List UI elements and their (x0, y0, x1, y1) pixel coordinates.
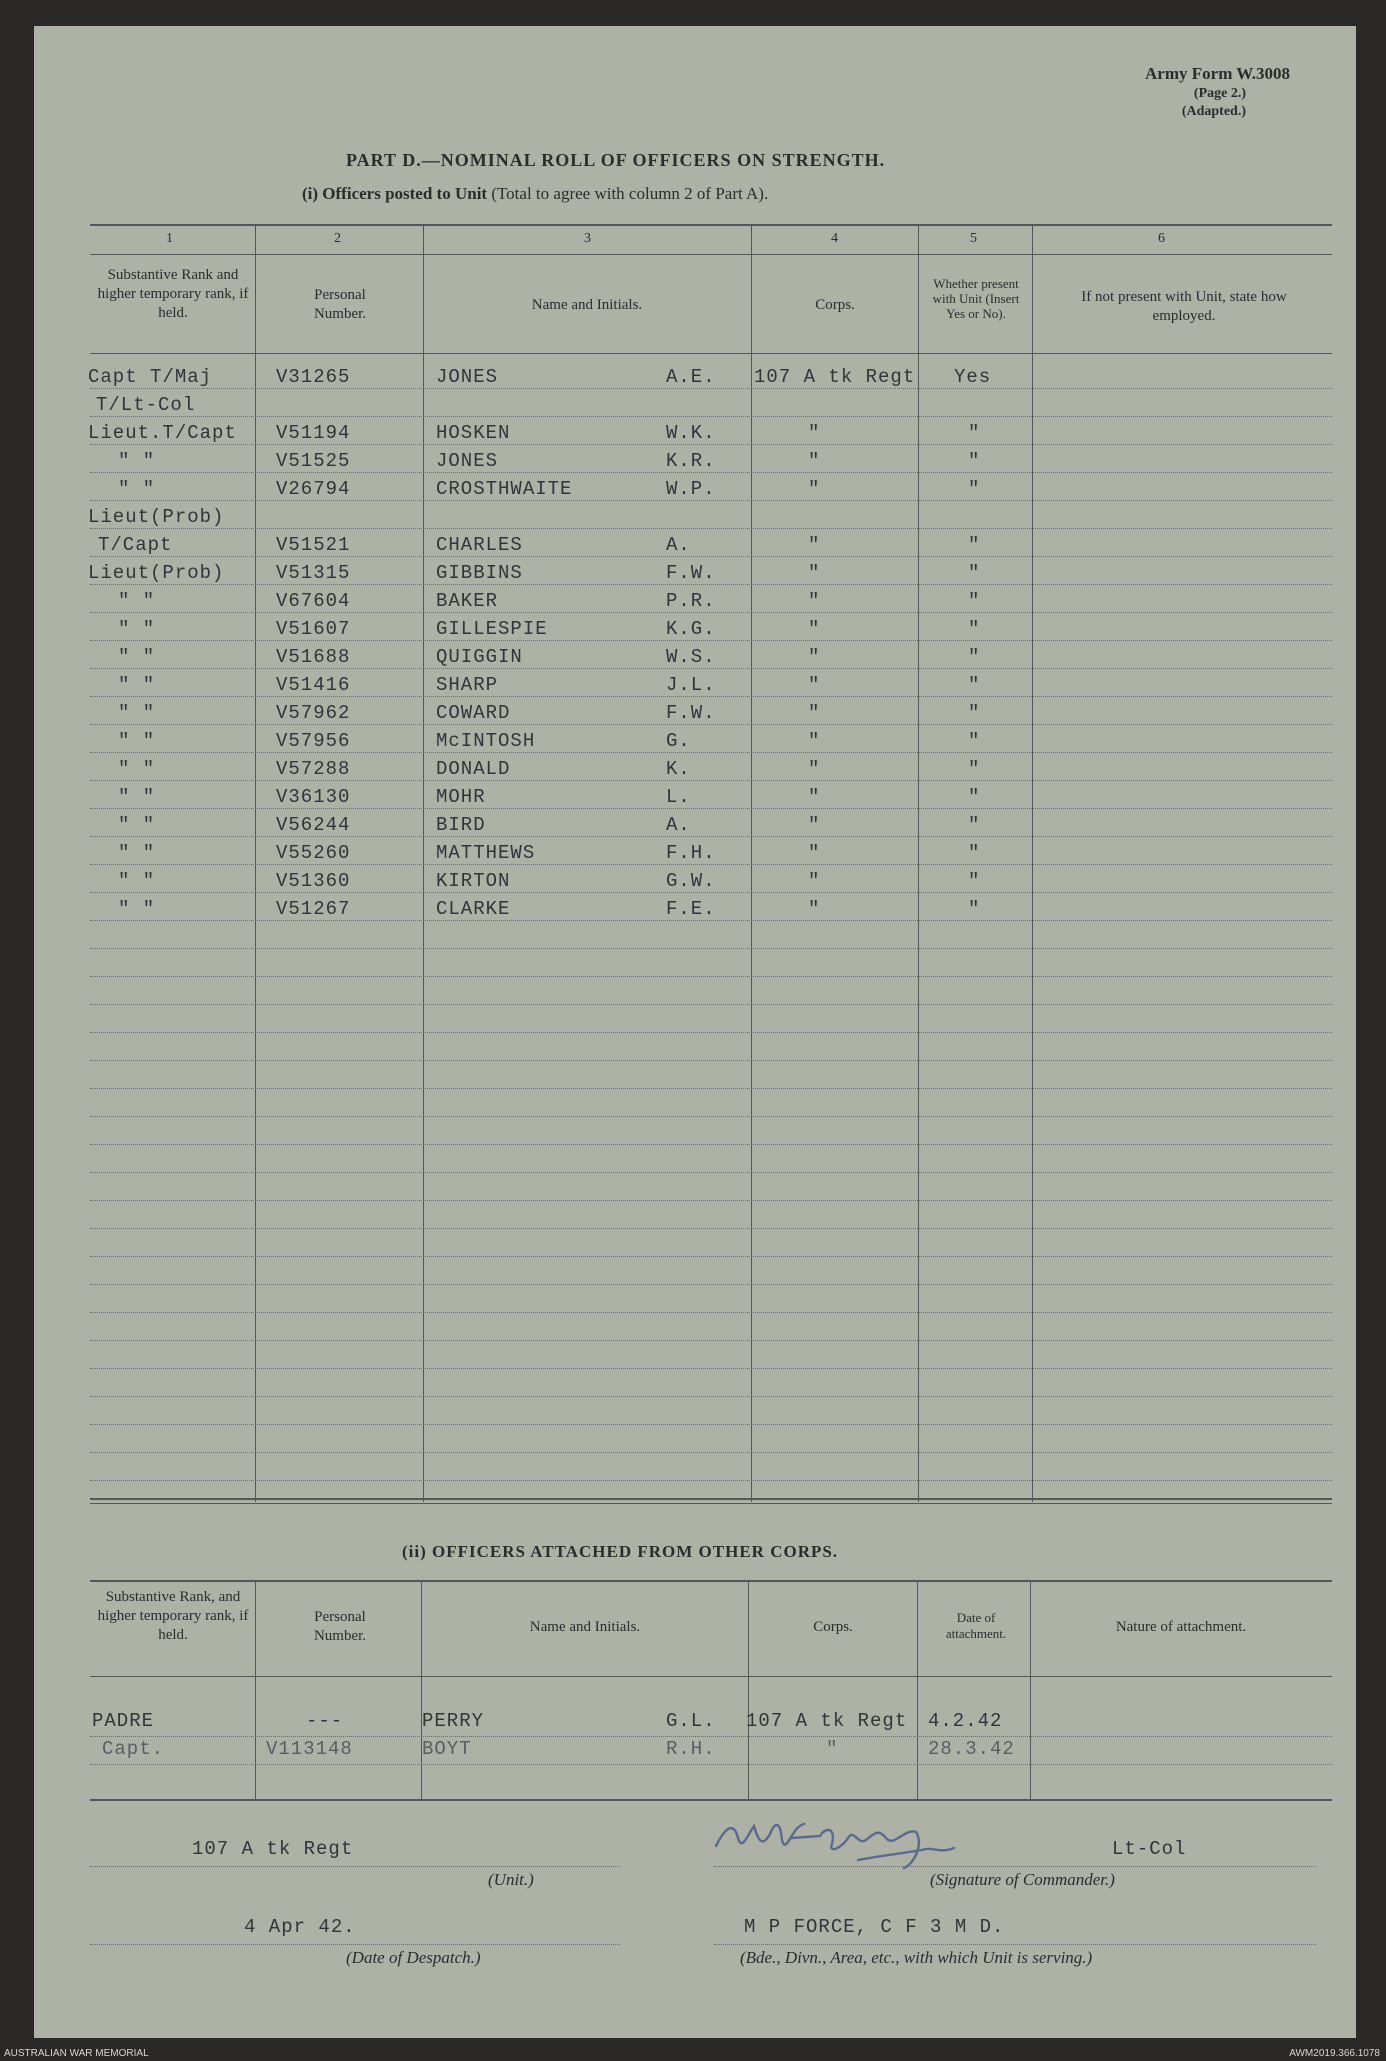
officer-corps: " (808, 758, 821, 780)
officer-name: CHARLES (436, 534, 523, 556)
table1-header-rule (90, 353, 1332, 354)
subtitle-rest: (Total to agree with column 2 of Part A). (491, 184, 769, 203)
ruling-line (90, 752, 1332, 753)
commander-line (714, 1866, 1316, 1867)
officer-corps: " (808, 646, 821, 668)
ruling-line (90, 640, 1332, 641)
officer-present: " (968, 730, 981, 752)
ruling-line (90, 1172, 1332, 1173)
officer-rank: " " (118, 450, 156, 472)
officer-initials: A.E. (666, 366, 716, 388)
form-number: Army Form W.3008 (1145, 64, 1290, 83)
ruling-line (90, 1424, 1332, 1425)
officer-number: V51315 (276, 562, 351, 584)
ruling-line (90, 780, 1332, 781)
officer-initials: L. (666, 786, 691, 808)
ruling-line (90, 444, 1332, 445)
ruling-line (90, 416, 1332, 417)
officer-initials: G. (666, 730, 691, 752)
officer-initials: A. (666, 534, 691, 556)
officer-name: SHARP (436, 674, 499, 696)
ruling-line (90, 724, 1332, 725)
officer-rank: " " (118, 646, 156, 668)
attached-corps: " (826, 1738, 839, 1760)
despatch-label: (Date of Despatch.) (346, 1948, 481, 1967)
officer-number: V51521 (276, 534, 351, 556)
officer-initials: W.K. (666, 422, 716, 444)
officer-name: HOSKEN (436, 422, 511, 444)
ruling-line (90, 1200, 1332, 1201)
officer-present: " (968, 702, 981, 724)
attached-number: V113148 (266, 1738, 353, 1760)
table2-col-divider-2 (421, 1580, 422, 1800)
table1-top-rule (90, 224, 1332, 226)
table2-col-divider-5 (1030, 1580, 1031, 1800)
table2-ruling-1 (90, 1736, 1332, 1737)
officer-initials: F.E. (666, 898, 716, 920)
header-present: Whether present with Unit (Insert Yes or No). (932, 276, 1020, 321)
officer-initials: F.W. (666, 562, 716, 584)
officer-present: " (968, 870, 981, 892)
header-corps: Corps. (815, 297, 855, 313)
officer-present: " (968, 758, 981, 780)
officer-name: CLARKE (436, 898, 511, 920)
attached-initials: G.L. (666, 1710, 716, 1732)
ruling-line (90, 1060, 1332, 1061)
attached-number: --- (306, 1710, 344, 1732)
ruling-line (90, 1340, 1332, 1341)
form-page: (Page 2.) (1193, 86, 1246, 101)
officer-name: BIRD (436, 814, 486, 836)
ruling-line (90, 864, 1332, 865)
attached-title: (ii) OFFICERS ATTACHED FROM OTHER CORPS. (402, 1542, 839, 1561)
officer-rank: " " (118, 590, 156, 612)
officer-present: " (968, 534, 981, 556)
officer-initials: A. (666, 814, 691, 836)
officer-rank: Lieut.T/Capt (88, 422, 237, 444)
officer-present: " (968, 618, 981, 640)
despatch-line (90, 1944, 620, 1945)
ruling-line (90, 808, 1332, 809)
officer-number: V51688 (276, 646, 351, 668)
page-title: PART D.—NOMINAL ROLL OF OFFICERS ON STRENGTH. (346, 150, 886, 170)
ruling-line (90, 500, 1332, 501)
officer-name: McINTOSH (436, 730, 536, 752)
attached-corps: 107 A tk Regt (746, 1710, 908, 1732)
attached-header-nature: Nature of attachment. (1115, 1619, 1247, 1635)
ruling-line (90, 1396, 1332, 1397)
form-sheet (34, 26, 1356, 2038)
ruling-line (90, 1144, 1332, 1145)
table2-col-divider-3 (748, 1580, 749, 1800)
ruling-line (90, 388, 1332, 389)
header-employed: If not present with Unit, state how employed. (1081, 289, 1287, 324)
officer-number: V31265 (276, 366, 351, 388)
header-rank: Substantive Rank and higher temporary rank, if held. (97, 267, 249, 321)
footer-right: AWM2019.366.1078 (1289, 2048, 1380, 2059)
officer-rank: " " (118, 814, 156, 836)
officer-name: DONALD (436, 758, 511, 780)
ruling-line (90, 1284, 1332, 1285)
officer-corps: " (808, 842, 821, 864)
officer-rank: " " (118, 730, 156, 752)
col-number-4: 4 (831, 231, 838, 246)
attached-header-name: Name and Initials. (529, 1619, 641, 1635)
page-subtitle (302, 184, 768, 204)
attached-date: 28.3.42 (928, 1738, 1015, 1760)
ruling-line (90, 1116, 1332, 1117)
officer-present: " (968, 786, 981, 808)
attached-rank: PADRE (92, 1710, 155, 1732)
officer-number: V57288 (276, 758, 351, 780)
ruling-line (90, 920, 1332, 921)
officer-rank: Lieut(Prob) (88, 506, 225, 528)
officer-name: BAKER (436, 590, 499, 612)
officer-present: " (968, 450, 981, 472)
footer-left: AUSTRALIAN WAR MEMORIAL (4, 2048, 149, 2059)
officer-initials: F.H. (666, 842, 716, 864)
officer-rank: " " (118, 674, 156, 696)
officer-number: V57962 (276, 702, 351, 724)
table1-bottom-rule-2 (90, 1503, 1332, 1504)
ruling-line (90, 1480, 1332, 1481)
col-number-6: 6 (1158, 231, 1165, 246)
officer-name: MATTHEWS (436, 842, 536, 864)
ruling-line (90, 1312, 1332, 1313)
ruling-line (90, 1032, 1332, 1033)
officer-corps: " (808, 478, 821, 500)
table2-col-divider-4 (917, 1580, 918, 1800)
officer-name: CROSTHWAITE (436, 478, 573, 500)
ruling-line (90, 1088, 1332, 1089)
ruling-line (90, 948, 1332, 949)
officer-corps: " (808, 450, 821, 472)
officer-corps: 107 A tk Regt (754, 366, 916, 388)
officer-corps: " (808, 870, 821, 892)
officer-number: V51194 (276, 422, 351, 444)
header-number: Personal Number. (313, 287, 367, 322)
officer-present: " (968, 898, 981, 920)
table1-bottom-rule (90, 1498, 1332, 1500)
officer-rank: " " (118, 786, 156, 808)
officer-rank: " " (118, 758, 156, 780)
officer-rank: " " (118, 842, 156, 864)
ruling-line (90, 892, 1332, 893)
officer-number: V51416 (276, 674, 351, 696)
force-line (714, 1944, 1316, 1945)
officer-present: " (968, 646, 981, 668)
officer-rank: " " (118, 870, 156, 892)
officer-corps: " (808, 534, 821, 556)
despatch-date: 4 Apr 42. (244, 1916, 356, 1938)
table2-ruling-2 (90, 1764, 1332, 1765)
ruling-line (90, 584, 1332, 585)
officer-initials: F.W. (666, 702, 716, 724)
officer-initials: G.W. (666, 870, 716, 892)
officer-name: GIBBINS (436, 562, 523, 584)
ruling-line (90, 1368, 1332, 1369)
officer-rank: " " (118, 898, 156, 920)
officer-number: V51360 (276, 870, 351, 892)
officer-rank: " " (118, 702, 156, 724)
officer-initials: K.R. (666, 450, 716, 472)
officer-corps: " (808, 562, 821, 584)
ruling-line (90, 976, 1332, 977)
officer-name: KIRTON (436, 870, 511, 892)
commander-label: (Signature of Commander.) (930, 1870, 1115, 1889)
officer-initials: K.G. (666, 618, 716, 640)
officer-name: MOHR (436, 786, 486, 808)
attached-header-corps: Corps. (813, 1619, 853, 1635)
officer-initials: W.P. (666, 478, 716, 500)
table2-header-rule (90, 1676, 1332, 1677)
officer-corps: " (808, 730, 821, 752)
attached-name: PERRY (422, 1710, 485, 1732)
officer-number: V51607 (276, 618, 351, 640)
attached-name: BOYT (422, 1738, 472, 1760)
officer-name: JONES (436, 366, 499, 388)
ruling-line (90, 668, 1332, 669)
officer-name: JONES (436, 450, 499, 472)
table2-bottom-rule (90, 1799, 1332, 1801)
officer-corps: " (808, 422, 821, 444)
officer-corps: " (808, 898, 821, 920)
attached-header-date: Date of attachment. (945, 1610, 1007, 1641)
officer-rank: Lieut(Prob) (88, 562, 225, 584)
table2-top-rule (90, 1580, 1332, 1582)
attached-date: 4.2.42 (928, 1710, 1003, 1732)
officer-number: V26794 (276, 478, 351, 500)
header-name: Name and Initials. (531, 297, 643, 313)
officer-corps: " (808, 618, 821, 640)
officer-rank: Capt T/Maj (88, 366, 213, 388)
attached-header-number: Personal Number. (313, 1609, 367, 1644)
officer-present: " (968, 814, 981, 836)
ruling-line (90, 1004, 1332, 1005)
officer-initials: W.S. (666, 646, 716, 668)
officer-number: V57956 (276, 730, 351, 752)
table1-number-rule (90, 254, 1332, 255)
officer-present: " (968, 562, 981, 584)
officer-initials: J.L. (666, 674, 716, 696)
officer-name: GILLESPIE (436, 618, 548, 640)
officer-rank: T/Capt (98, 534, 173, 556)
commander-rank: Lt-Col (1112, 1838, 1187, 1860)
officer-corps: " (808, 674, 821, 696)
officer-initials: K. (666, 758, 691, 780)
attached-rank: Capt. (102, 1738, 165, 1760)
officer-name: COWARD (436, 702, 511, 724)
ruling-line (90, 1256, 1332, 1257)
ruling-line (90, 556, 1332, 557)
ruling-line (90, 472, 1332, 473)
officer-corps: " (808, 702, 821, 724)
ruling-line (90, 528, 1332, 529)
officer-number: V55260 (276, 842, 351, 864)
col-number-2: 2 (334, 231, 341, 246)
table2-col-divider-1 (255, 1580, 256, 1800)
officer-present: Yes (954, 366, 992, 388)
officer-present: " (968, 422, 981, 444)
officer-present: " (968, 590, 981, 612)
ruling-line (90, 836, 1332, 837)
officer-number: V36130 (276, 786, 351, 808)
attached-header-rank: Substantive Rank, and higher temporary rank, if held. (97, 1589, 249, 1643)
force-value: M P FORCE, C F 3 M D. (744, 1916, 1005, 1938)
officer-initials: P.R. (666, 590, 716, 612)
officer-present: " (968, 674, 981, 696)
force-label: (Bde., Divn., Area, etc., with which Unit is serving.) (740, 1948, 1093, 1967)
ruling-line (90, 1228, 1332, 1229)
unit-value: 107 A tk Regt (192, 1838, 354, 1860)
ruling-line (90, 1452, 1332, 1453)
ruling-line (90, 612, 1332, 613)
officer-number: V67604 (276, 590, 351, 612)
officer-number: V56244 (276, 814, 351, 836)
attached-initials: R.H. (666, 1738, 716, 1760)
officer-present: " (968, 842, 981, 864)
subtitle-bold: (i) Officers posted to Unit (302, 184, 488, 203)
form-adapted: (Adapted.) (1181, 104, 1246, 119)
officer-corps: " (808, 590, 821, 612)
col-number-3: 3 (584, 231, 591, 246)
officer-rank: T/Lt-Col (96, 394, 196, 416)
ruling-line (90, 696, 1332, 697)
officer-rank: " " (118, 478, 156, 500)
officer-number: V51525 (276, 450, 351, 472)
officer-name: QUIGGIN (436, 646, 523, 668)
officer-corps: " (808, 786, 821, 808)
officer-present: " (968, 478, 981, 500)
officer-rank: " " (118, 618, 156, 640)
col-number-1: 1 (166, 231, 173, 246)
officer-number: V51267 (276, 898, 351, 920)
officer-corps: " (808, 814, 821, 836)
unit-label: (Unit.) (488, 1870, 534, 1889)
col-number-5: 5 (970, 231, 977, 246)
unit-line (90, 1866, 620, 1867)
